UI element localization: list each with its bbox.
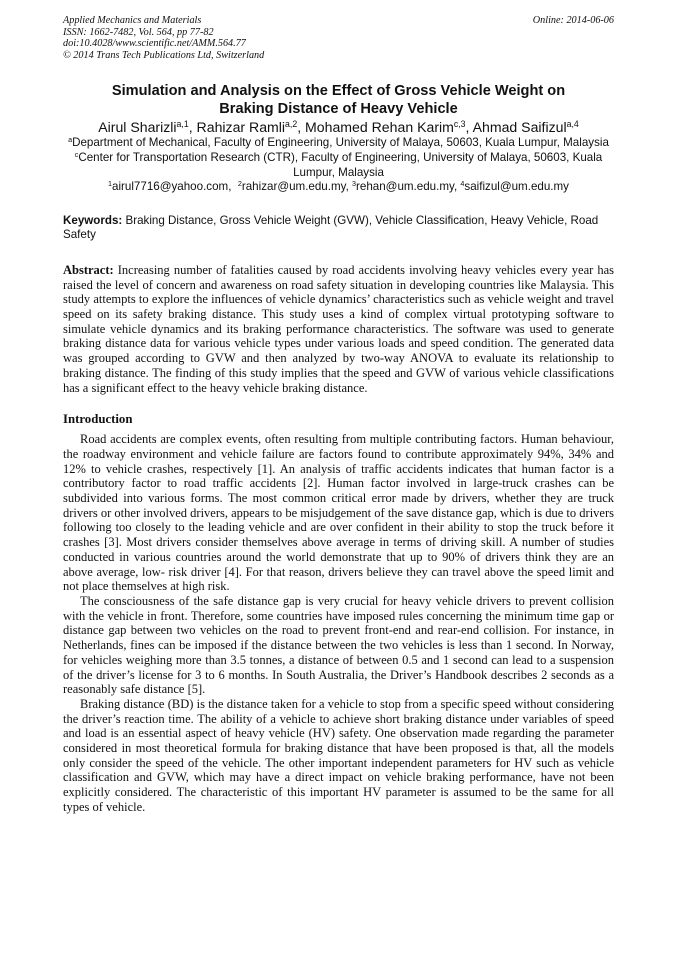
author: Mohamed Rehan Karim$^{c,3}$, xyxy=(305,119,473,136)
journal-issn: ISSN: 1662-7482, Vol. 564, pp 77-82 xyxy=(63,26,214,38)
keywords xyxy=(63,214,614,243)
affiliation: $^a$Department of Mechanical, Faculty of Engineering, University of Malaya, 50603, Kuala Lumpur, Malaysia xyxy=(68,135,609,150)
journal-name: Applied Mechanics and Materials xyxy=(63,15,202,26)
email[interactable]: $^3$rehan@um.edu.my, xyxy=(352,179,458,194)
email[interactable]: $^4$saifizul@um.edu.my xyxy=(460,179,569,194)
journal-copyright: © 2014 Trans Tech Publications Ltd, Switzerland xyxy=(63,49,265,61)
journal-doi: doi:10.4028/www.scientific.net/AMM.564.77 xyxy=(63,38,246,50)
journal-header xyxy=(63,15,614,61)
author-emails xyxy=(63,180,614,195)
keywords-label: Keywords: xyxy=(63,213,123,227)
abstract xyxy=(63,263,614,395)
author: Ahmad Saifizul$^{a,4}$ xyxy=(472,119,579,136)
abstract-label: Abstract: xyxy=(63,262,114,277)
intro-paragraph: The consciousness of the safe distance gap is very crucial for heavy vehicle drivers to prevent collision with the vehicle in front. Therefore, some countries have imposed rules concerning the minimum time gap or distance gap between two vehicles on the road to prevent front-end and rear-end collision. For instance, in Netherlands, fines can be imposed if the distance between the two vehicles is less than 1 second. In Norway, for vehicles weighing more than 3.5 tonnes, a distance of between 0.5 and 1 second can lead to a suspension of the driver’s license for 3 to 6 months. In South Australia, the Driver’s Handbook describes 2 seconds as a reasonably safe distance [5]. xyxy=(63,594,614,697)
intro-paragraph: Road accidents are complex events, often resulting from multiple contributing factors. Human behaviour, the roadway environment and vehicle failure are factors found to contribute approximately 94%, 34% and 12% to vehicle crashes, respectively [1]. An analysis of traffic accidents indicates that human factor is a contributory factor to road traffic accidents [2]. Human factor involved in large-truck crashes can be subdivided into various forms. The most common critical error made by drivers, whether they are truck drivers or other involved drivers, appears to be misjudgement of the save distance gap, which is due to drivers following too closely to the leading vehicle and are over confident in their ability to stop the truck before it crashes [3]. Most drivers consider themselves above average in terms of driving skill. A number of studies conducted in various countries around the world demonstrate that up to 90% of drivers think they are an above average, low- risk driver [4]. For that reason, drivers believe they can travel above the speed limit and not place themselves at high risk. xyxy=(63,432,614,594)
author: Airul Sharizli$^{a,1}$, xyxy=(98,119,197,136)
author-list xyxy=(63,119,614,136)
paper-page xyxy=(63,15,614,815)
abstract-text: Increasing number of fatalities caused by road accidents involving heavy vehicles every year has raised the level of concern and awareness on road safety situation in developing countries like Malaysia. This study attempts to explore the influences of vehicle dynamics’ characteristics such as vehicle weight and travel speed on its safety braking distance. This study uses a kind of complex virtual prototyping software to simulate vehicle dynamics and its braking performance characteristics. The software was used to generate braking distance data for various vehicle types under various loads and speed condition. The generated data was grouped according to GVW and then analyzed by two-way ANOVA to evaluate its relationship to braking distance. The finding of this study implies that the speed and GVW of various vehicle classifications has a significant effect to the heavy vehicle braking distance. xyxy=(63,262,614,395)
intro-paragraph: Braking distance (BD) is the distance taken for a vehicle to stop from a specific speed without considering the driver’s reaction time. The ability of a vehicle to achieve short braking distance under variables of speed and load is an essential aspect of heavy vehicle (HV) safety. One observation made regarding the parameter considered in most theoretical formula for braking distance that have been proposed is that, all the models only consider the speed of the vehicle. The other important independent parameters for HV such as vehicle classification and GVW, which may have a direct impact on vehicle braking performance, have not been explicitly considered. The characteristic of this important HV parameter is assumed to be the same for all types of vehicle. xyxy=(63,696,614,814)
email[interactable]: $^2$rahizar@um.edu.my, xyxy=(237,179,349,194)
affiliation: $^c$Center for Transportation Research (CTR), Faculty of Engineering, University of Malaya, 50603, Kuala Lumpur, Malaysia xyxy=(74,150,603,179)
email[interactable]: $^1$airul7716@yahoo.com, xyxy=(108,179,232,194)
keywords-text: Braking Distance, Gross Vehicle Weight (GVW), Vehicle Classification, Heavy Vehicle, Road Safety xyxy=(63,213,599,242)
online-date: Online: 2014-06-06 xyxy=(532,15,614,26)
introduction-heading: Introduction xyxy=(63,412,133,427)
paper-title: Simulation and Analysis on the Effect of Gross Vehicle Weight on Braking Distance of Heavy Vehicle xyxy=(111,83,566,117)
author: Rahizar Ramli$^{a,2}$, xyxy=(196,119,306,136)
